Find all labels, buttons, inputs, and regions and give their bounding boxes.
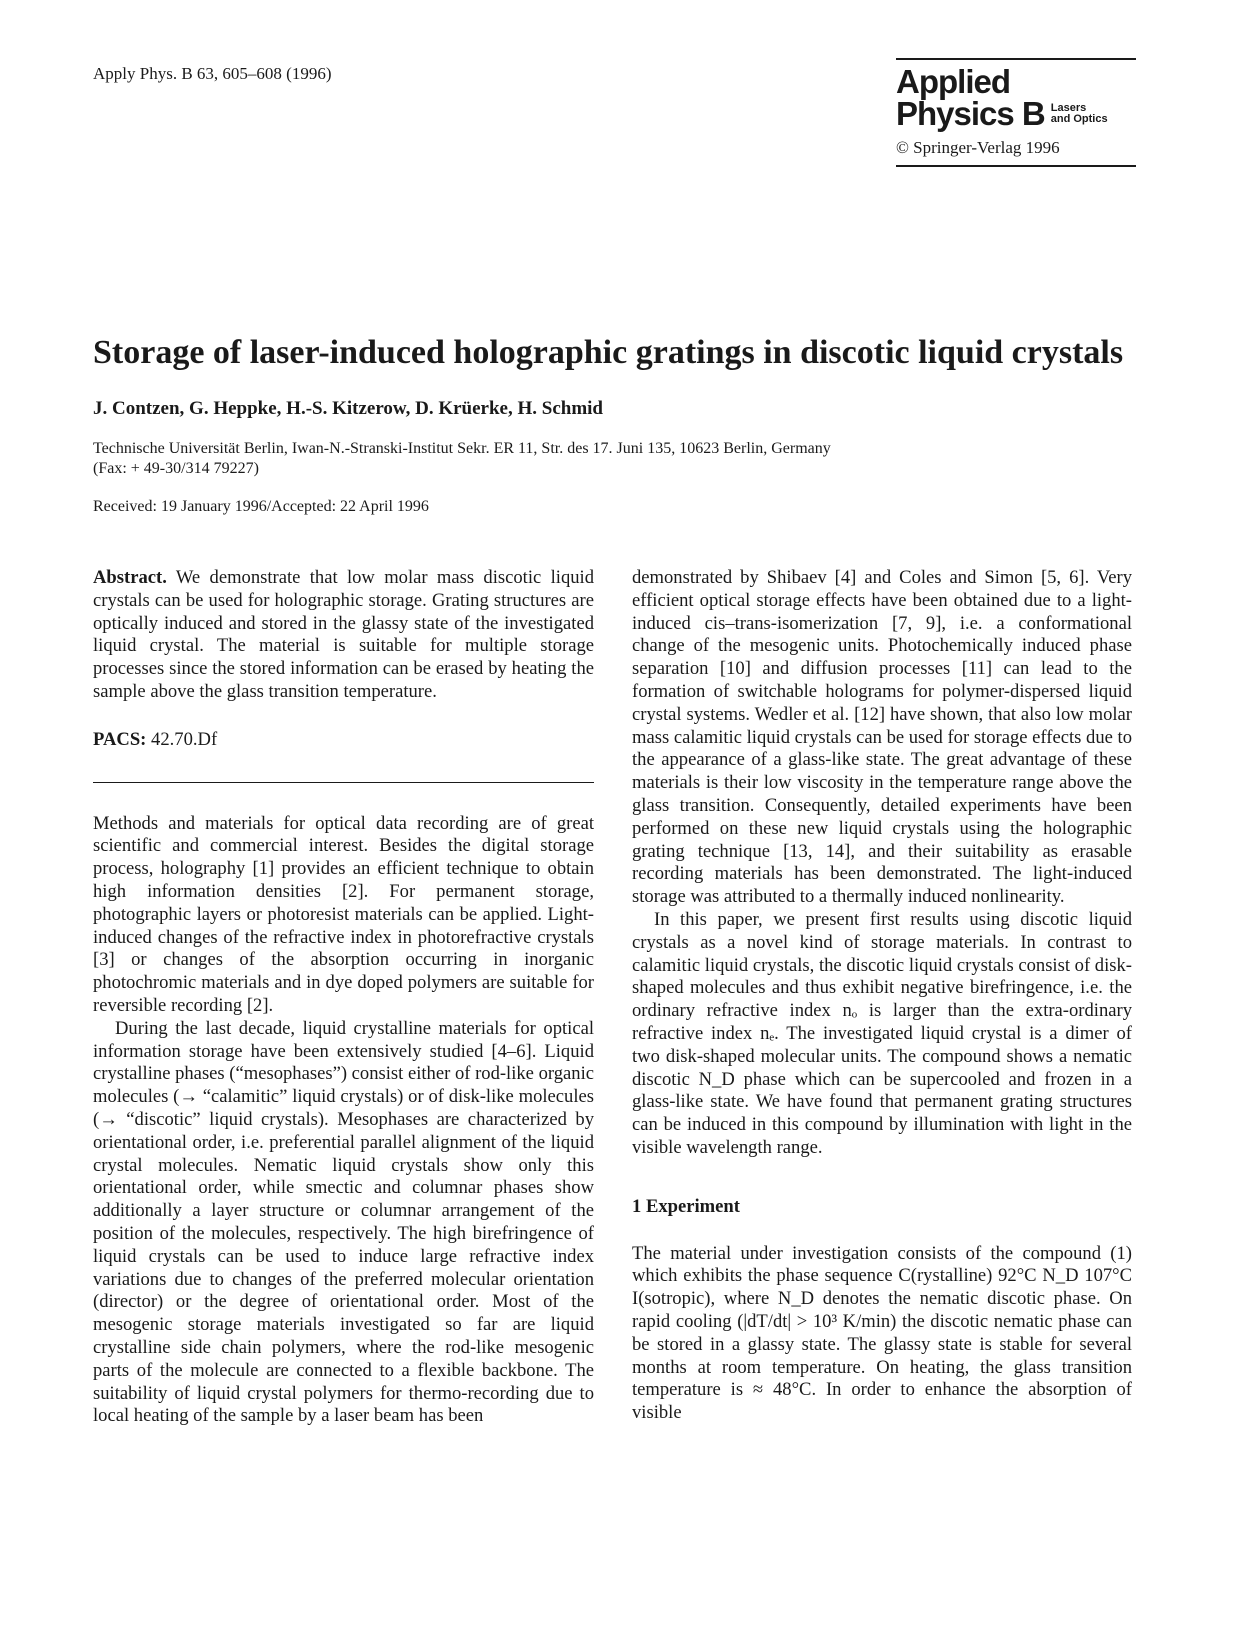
pacs-label: PACS:	[93, 728, 147, 750]
paper-title: Storage of laser-induced holographic gratings in discotic liquid crystals	[93, 334, 1124, 371]
logo-sub-optics: and Optics	[1050, 113, 1108, 125]
section-heading-experiment: 1 Experiment	[632, 1195, 740, 1217]
intro-paragraph-4: In this paper, we present first results using discotic liquid crystals as a novel kind of storage materials. In contrast to calamitic liquid crystals, the discotic liquid crystals consist of disk-shaped molecules and thus exhibit negative birefringence, i.e. the ordinary refractive index nₒ is larger than the extra-ordinary refractive index nₑ. The investigated liquid crystal is a dimer of two disk-shaped molecular units. The compound shows a nematic discotic N_D phase which can be supercooled and frozen in a glass-like state. We have found that permanent grating structures can be induced in this compound by illumination with light in the visible wavelength range.	[632, 908, 1132, 1158]
abstract-label: Abstract.	[93, 567, 167, 588]
experiment-paragraph-1: The material under investigation consists of the compound (1) which exhibits the phase sequence C(rystalline) 92°C N_D 107°C I(sotropic), where N_D denotes the nematic discotic phase. On rapid cooling (|dT/dt| > 10³ K/min) the discotic nematic phase can be stored in a glassy state. The glassy state is stable for several months at room temperature. On heating, the glass transition temperature is ≈ 48°C. In order to enhance the absorption of visible	[632, 1242, 1132, 1424]
received-accepted-dates: Received: 19 January 1996/Accepted: 22 April 1996	[93, 498, 429, 515]
logo-physics-row	[896, 95, 1136, 132]
logo-subtitle	[1051, 103, 1108, 125]
abstract	[93, 567, 594, 704]
logo-physics-b: Physics B	[896, 95, 1045, 132]
left-column	[93, 567, 594, 1428]
abstract-text: We demonstrate that low molar mass discotic liquid crystals can be used for holographic storage. Grating structures are optically induced and stored in the glassy state of the investigated liquid crystal. The material is suitable for multiple storage processes since the stored information can be erased by heating the sample above the glass transition temperature.	[93, 567, 595, 702]
publisher-copyright: © Springer-Verlag 1996	[896, 138, 1060, 157]
journal-citation: Apply Phys. B 63, 605–608 (1996)	[93, 64, 332, 83]
section-divider	[93, 782, 594, 783]
pacs	[93, 729, 594, 752]
affiliation	[93, 439, 831, 479]
right-column	[632, 567, 1132, 1425]
logo-top-rule	[896, 58, 1136, 60]
intro-paragraph-1: Methods and materials for optical data recording are of great scientific and commercial interest. Besides the digital storage process, holography [1] provides an efficient technique to obtain high information densities [2]. For permanent storage, photographic layers or photoresist materials can be applied. Light-induced changes of the refractive index in photorefractive crystals [3] or changes of the absorption occurring in inorganic photochromic materials and in dye doped polymers are suitable for reversible recording [2].	[93, 812, 594, 1016]
author-list: J. Contzen, G. Heppke, H.-S. Kitzerow, D. Krüerke, H. Schmid	[93, 398, 603, 419]
logo-bottom-rule	[896, 165, 1136, 167]
intro-paragraph-2: During the last decade, liquid crystalline materials for optical information storage have been extensively studied [4–6]. Liquid crystalline phases (“mesophases”) consist either of rod-like organic molecules (→ “calamitic” liquid crystals) or of disk-like molecules (→ “discotic” liquid crystals). Mesophases are characterized by orientational order, i.e. preferential parallel alignment of the liquid crystal molecules. Nematic liquid crystals show only this orientational order, while smectic and columnar phases show additionally a layer structure or columnar arrangement of the position of the molecules, respectively. The high birefringence of liquid crystals can be used to induce large refractive index variations due to changes of the preferred molecular orientation (director) or the degree of orientational order. Most of the mesogenic storage materials investigated so far are liquid crystalline side chain polymers, where the rod-like mesogenic parts of the molecule are connected to a flexible backbone. The suitability of liquid crystal polymers for thermo-recording due to local heating of the sample by a laser beam has been	[93, 1017, 595, 1427]
affiliation-fax: (Fax: + 49-30/314 79227)	[93, 460, 259, 477]
pacs-value: 42.70.Df	[151, 728, 218, 750]
intro-paragraph-3: demonstrated by Shibaev [4] and Coles and Simon [5, 6]. Very efficient optical storage effects have been obtained due to a light-induced cis–trans-isomerization [7, 9], i.e. a conformational change of the mesogenic units. Photochemically induced phase separation [10] and diffusion processes [11] can lead to the formation of switchable holograms for polymer-dispersed liquid crystal systems. Wedler et al. [12] have shown, that also low molar mass calamitic liquid crystals can be used for storage effects due to the appearance of a glass-like state. The great advantage of these materials is their low viscosity in the temperature range above the glass transition. Consequently, detailed experiments have been performed on these new liquid crystals using the holographic grating technique [13, 14], and their suitability as erasable recording materials has been demonstrated. The light-induced storage was attributed to a thermally induced nonlinearity.	[632, 567, 1132, 908]
journal-logo	[896, 58, 1136, 167]
logo-sub-lasers: Lasers	[1050, 102, 1087, 114]
logo-applied: Applied	[896, 63, 1010, 100]
affiliation-address: Technische Universität Berlin, Iwan-N.-Stranski-Institut Sekr. ER 11, Str. des 17. Juni 135, 10623 Berlin, Germany	[93, 440, 831, 457]
